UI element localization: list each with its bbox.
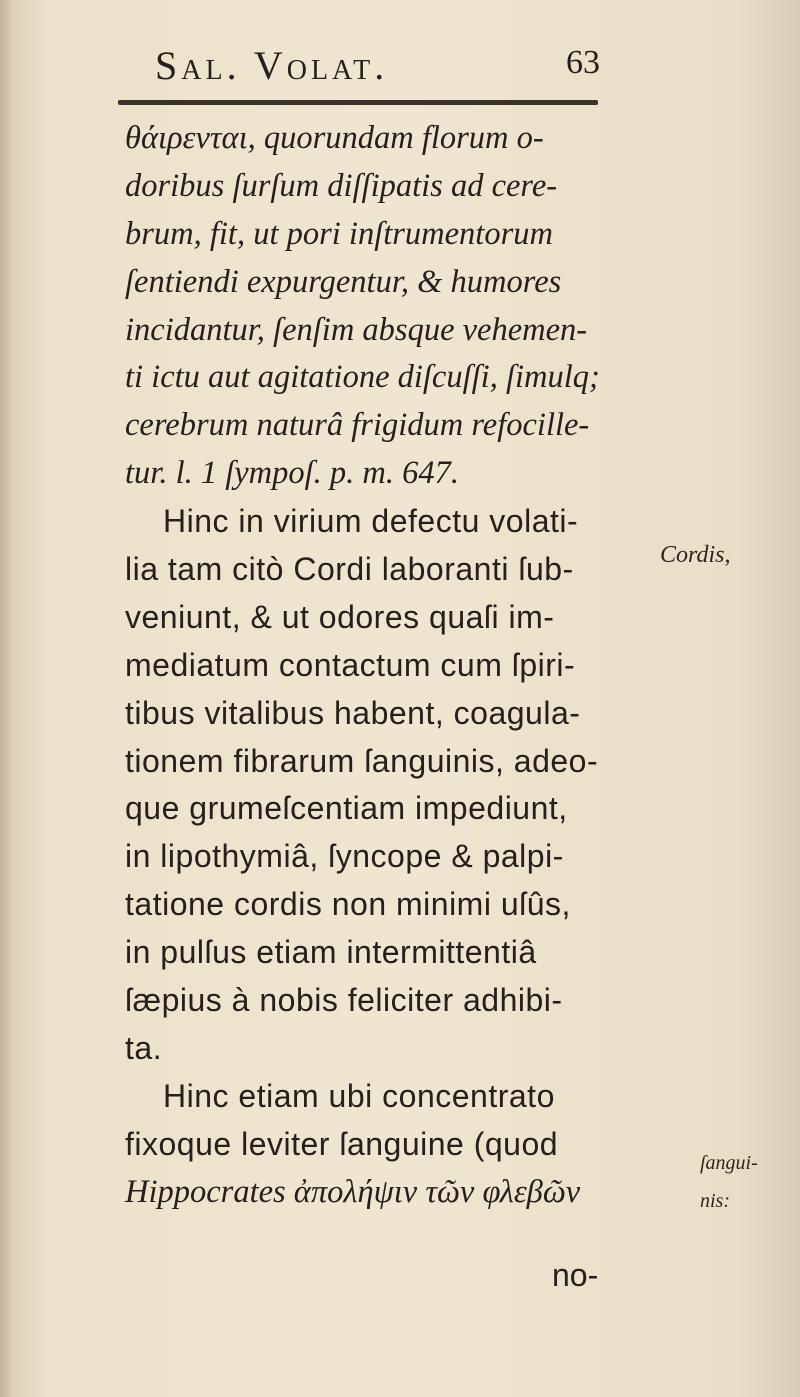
text-line: Hippocrates ἀπολήψιν τῶν φλεβῶν — [125, 1173, 581, 1210]
text-line: tur. l. 1 ſympoſ. p. m. 647. — [125, 455, 460, 492]
text-line: in pulſus etiam intermittentiâ — [125, 934, 537, 971]
running-title: Sal. Volat. — [155, 43, 389, 88]
text-line: ti ictu aut agitatione diſcuſſi, ſimulq; — [125, 359, 600, 396]
text-line: incidantur, ſenſim absque vehemen- — [125, 311, 588, 348]
text-line: mediatum contactum cum ſpiri- — [125, 646, 576, 683]
page-number: 63 — [566, 44, 600, 81]
text-line: in lipothymiâ, ſyncope & palpi- — [125, 838, 564, 875]
page-header — [150, 42, 600, 92]
left-edge-shadow — [0, 0, 14, 1397]
margin-note-cordis: Cordis, — [660, 542, 731, 568]
header-rule — [118, 100, 598, 105]
text-line: que grumeſcentiam impediunt, — [125, 790, 568, 827]
text-line: fixoque leviter ſanguine (quod — [125, 1125, 559, 1162]
text-line: tatione cordis non minimi uſûs, — [125, 886, 571, 923]
text-line: doribus ſurſum diſſipatis ad cere- — [125, 167, 558, 204]
text-line: ta. — [125, 1029, 163, 1066]
text-line: veniunt, & ut odores quaſi im- — [125, 598, 555, 635]
text-line: tionem fibrarum ſanguinis, adeo- — [125, 742, 599, 779]
text-body — [125, 115, 655, 1216]
margin-note-sanguinis-end: nis: — [700, 1190, 730, 1212]
text-line: ſæpius à nobis feliciter adhibi- — [125, 982, 563, 1019]
catchword: no- — [552, 1257, 599, 1293]
text-line: brum, fit, ut pori inſtrumentorum — [125, 215, 553, 252]
paragraph-start-line: Hinc in virium defectu volati- — [163, 503, 579, 540]
text-line: cerebrum naturâ frigidum refocille- — [125, 407, 590, 444]
margin-note-sanguinis: ſangui- — [700, 1152, 758, 1174]
text-line: ſentiendi expurgentur, & humores — [125, 263, 562, 300]
text-line: lia tam citò Cordi laboranti ſub- — [125, 551, 574, 588]
text-line: tibus vitalibus habent, coagula- — [125, 694, 581, 731]
paragraph-start-line: Hinc etiam ubi concentrato — [163, 1077, 555, 1114]
text-line: θάιρενται, quorundam florum o- — [125, 120, 544, 156]
